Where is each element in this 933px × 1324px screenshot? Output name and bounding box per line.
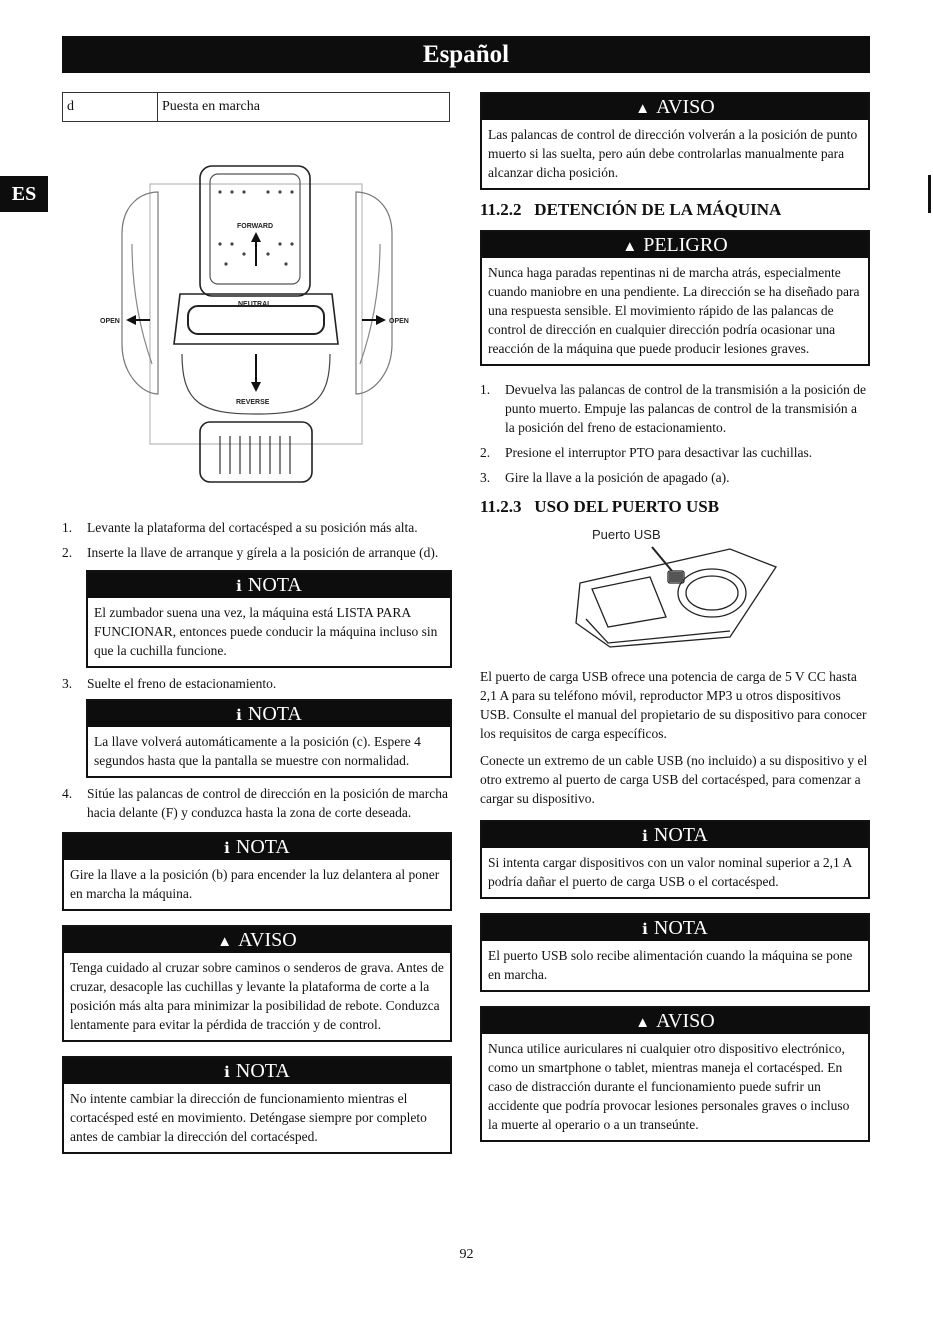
warning-triangle-icon: ▲	[635, 101, 651, 117]
label-open-right: OPEN	[389, 318, 409, 325]
warning-box	[480, 92, 870, 190]
step-text: Suelte el freno de estacionamiento.	[87, 676, 277, 691]
step-text: Devuelva las palancas de control de la transmisión a la posición de punto muerto. Empuje las palancas de control de la transmisión a la posición del freno de estacionamiento.	[505, 382, 867, 435]
info-icon: ℹ	[642, 829, 648, 845]
step-number: 2.	[480, 445, 491, 460]
info-icon: ℹ	[224, 1065, 230, 1081]
warning-box	[480, 1006, 870, 1142]
usb-paragraph-2: Conecte un extremo de un cable USB (no incluido) a su dispositivo y el otro extremo al puerto de carga USB del cortacésped, para comenzar a cargar su dispositivo.	[480, 753, 868, 806]
warning-title: AVISO	[656, 96, 715, 118]
usb-paragraph-1: El puerto de carga USB ofrece una potencia de carga de 5 V CC hasta 2,1 A para su teléfono móvil, reproductor MP3 u otros dispositivos USB. Consulte el manual del propietario de su dispositivo para conocer los requisitos de carga específicos.	[480, 669, 867, 741]
list-item	[62, 543, 452, 562]
note-text: El puerto USB solo recibe alimentación cuando la máquina se pone en marcha.	[488, 948, 853, 982]
page-number: 92	[459, 1247, 474, 1262]
list-item	[62, 518, 452, 537]
note-header	[88, 572, 450, 598]
steps-list-c	[62, 784, 452, 822]
list-item	[480, 468, 870, 487]
note-box	[480, 913, 870, 992]
note-box	[86, 699, 452, 778]
step-number: 1.	[62, 520, 73, 535]
list-item	[62, 674, 452, 693]
step-text: Inserte la llave de arranque y gírela a la posición de arranque (d).	[87, 545, 439, 560]
note-title: NOTA	[653, 824, 708, 846]
note-text: No intente cambiar la dirección de funcionamiento mientras el cortacésped esté en movimiento. Deténgase siempre por completo antes de cambiar la dirección del cortacésped.	[70, 1091, 427, 1144]
language-tab: ES	[0, 176, 48, 212]
table-key: d	[63, 93, 158, 122]
note-header	[482, 822, 868, 848]
danger-box	[480, 230, 870, 366]
step-text: Gire la llave a la posición de apagado (a).	[505, 470, 730, 485]
section-heading-usb: 11.2.3 USO DEL PUERTO USB	[480, 497, 720, 516]
list-item	[480, 380, 870, 437]
key-position-table	[62, 92, 450, 122]
stop-steps-list	[480, 380, 870, 487]
step-number: 3.	[62, 676, 73, 691]
danger-title: PELIGRO	[643, 234, 728, 256]
note-text: El zumbador suena una vez, la máquina está LISTA PARA FUNCIONAR, entonces puede conducir la máquina incluso sin que la cuchilla funcione.	[94, 605, 438, 658]
note-title: NOTA	[247, 574, 302, 596]
right-column	[480, 92, 870, 1156]
mower-controls-figure	[62, 144, 452, 510]
warning-text: Las palancas de control de dirección volverán a la posición de punto muerto si las suelta, pero aún debe controlarlas manualmente para alcanzar dicha posición.	[488, 127, 858, 180]
warning-triangle-icon: ▲	[622, 239, 638, 255]
info-icon: ℹ	[236, 708, 242, 724]
warning-box	[62, 925, 452, 1042]
note-title: NOTA	[235, 836, 290, 858]
label-forward: FORWARD	[237, 223, 274, 230]
section-heading-stop: 11.2.2 DETENCIÓN DE LA MÁQUINA	[480, 200, 782, 219]
warning-header	[482, 1008, 868, 1034]
step-number: 2.	[62, 545, 73, 560]
note-box	[86, 570, 452, 668]
step-text: Presione el interruptor PTO para desactivar las cuchillas.	[505, 445, 813, 460]
step-number: 3.	[480, 470, 491, 485]
warning-triangle-icon: ▲	[217, 934, 233, 950]
step-text: Sitúe las palancas de control de dirección en la posición de marcha hacia delante (F) y conduzca hasta la zona de corte deseada.	[87, 786, 448, 820]
left-column	[62, 92, 452, 1168]
list-item	[480, 443, 870, 462]
steps-list-b	[62, 674, 452, 693]
step-text: Levante la plataforma del cortacésped a su posición más alta.	[87, 520, 418, 535]
warning-header	[482, 94, 868, 120]
margin-marker	[928, 175, 931, 213]
mower-top-view-illustration	[62, 144, 452, 510]
note-title: NOTA	[235, 1060, 290, 1082]
warning-title: AVISO	[656, 1010, 715, 1032]
danger-text: Nunca haga paradas repentinas ni de marcha atrás, especialmente cuando maniobre en una pendiente. La dirección se ha diseñado para una respuesta sensible. El movimiento rápido de las palancas de control de dirección en cualquier dirección podría ocasionar una reacción de la máquina que puede producir lesiones graves.	[488, 265, 860, 356]
note-box	[62, 1056, 452, 1154]
note-header	[88, 701, 450, 727]
info-icon: ℹ	[642, 922, 648, 938]
usb-port-illustration	[480, 527, 870, 667]
step-number: 1.	[480, 382, 491, 397]
page-header: Español	[62, 36, 870, 73]
note-header	[482, 915, 868, 941]
note-header	[64, 1058, 450, 1084]
warning-text: Nunca utilice auriculares ni cualquier otro dispositivo electrónico, como un smartphone o tablet, mientras maneja el cortacésped. En caso de distracción durante el funcionamiento puede sufrir un accidente que podría provocar lesiones personales graves o incluso la muerte al operario o a un transeúnte.	[488, 1041, 850, 1132]
warning-triangle-icon: ▲	[635, 1015, 651, 1031]
note-title: NOTA	[653, 917, 708, 939]
step-number: 4.	[62, 786, 73, 801]
warning-header	[64, 927, 450, 953]
note-text: La llave volverá automáticamente a la posición (c). Espere 4 segundos hasta que la pantalla se muestre con normalidad.	[94, 734, 421, 768]
note-box	[62, 832, 452, 911]
note-title: NOTA	[247, 703, 302, 725]
label-reverse: REVERSE	[236, 399, 270, 406]
steps-list-a	[62, 518, 452, 562]
warning-title: AVISO	[238, 929, 297, 951]
label-open-left: OPEN	[100, 318, 120, 325]
warning-text: Tenga cuidado al cruzar sobre caminos o senderos de grava. Antes de cruzar, desacople las cuchillas y levante la plataforma de corte a la posición más alta para minimizar la posibilidad de rebote. Conduzca lentamente para evitar la pérdida de tracción y de control.	[70, 960, 444, 1032]
table-value: Puesta en marcha	[158, 93, 450, 122]
note-text: Gire la llave a la posición (b) para encender la luz delantera al poner en marcha la máquina.	[70, 867, 440, 901]
danger-header	[482, 232, 868, 258]
note-box	[480, 820, 870, 899]
list-item	[62, 784, 452, 822]
usb-port-label: Puerto USB	[592, 527, 661, 542]
note-text: Si intenta cargar dispositivos con un valor nominal superior a 2,1 A podría dañar el puerto de carga USB o el cortacésped.	[488, 855, 852, 889]
info-icon: ℹ	[236, 579, 242, 595]
usb-port-figure	[480, 527, 870, 667]
info-icon: ℹ	[224, 841, 230, 857]
label-neutral: NEUTRAL	[238, 301, 272, 308]
note-header	[64, 834, 450, 860]
